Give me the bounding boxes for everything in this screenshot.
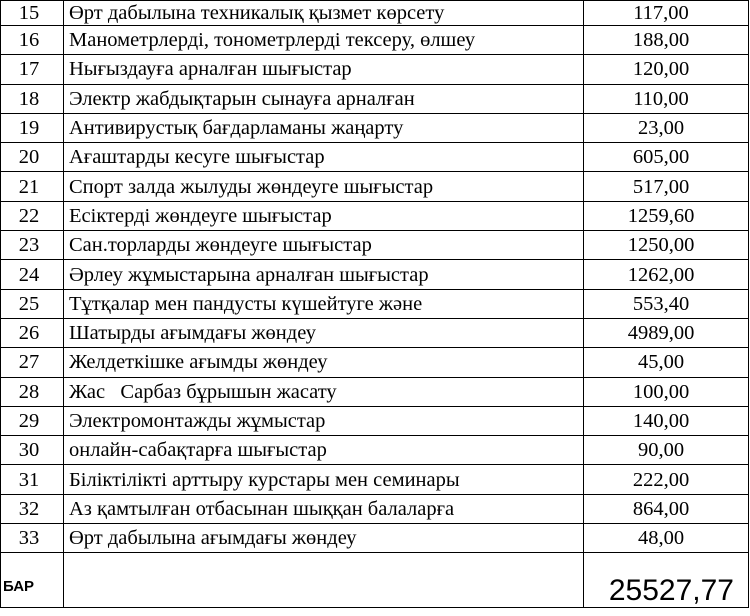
expense-amount: 222,00: [584, 465, 749, 494]
row-number: 28: [1, 377, 64, 406]
row-number: 15: [1, 1, 64, 26]
total-label: БАР: [1, 553, 64, 608]
row-number: 31: [1, 465, 64, 494]
table-row: [1, 143, 749, 172]
table-row: [1, 1, 749, 26]
expense-amount: 1250,00: [584, 231, 749, 260]
expense-name: Шатырды ағымдағы жөндеу: [64, 318, 584, 347]
expense-name: Тұтқалар мен пандусты күшейтуге және: [64, 289, 584, 318]
row-number: 29: [1, 406, 64, 435]
table-row: [1, 494, 749, 523]
table-row: [1, 524, 749, 553]
expense-name: Антивирустық бағдарламаны жаңарту: [64, 113, 584, 142]
expense-amount: 100,00: [584, 377, 749, 406]
expense-name: Есіктерді жөндеуге шығыстар: [64, 201, 584, 230]
row-number: 16: [1, 26, 64, 55]
table-row: [1, 377, 749, 406]
table-row: [1, 289, 749, 318]
table-row: [1, 55, 749, 84]
table-row: [1, 231, 749, 260]
expense-amount: 4989,00: [584, 318, 749, 347]
row-number: 23: [1, 231, 64, 260]
table-row: [1, 113, 749, 142]
table-row: [1, 172, 749, 201]
table-row: [1, 406, 749, 435]
expense-name: Нығыздауға арналған шығыстар: [64, 55, 584, 84]
row-number: 17: [1, 55, 64, 84]
expense-amount: 864,00: [584, 494, 749, 523]
row-number: 25: [1, 289, 64, 318]
expense-amount: 553,40: [584, 289, 749, 318]
expense-name: Манометрлерді, тонометрлерді тексеру, өлшеу: [64, 26, 584, 55]
row-number: 19: [1, 113, 64, 142]
expense-amount: 120,00: [584, 55, 749, 84]
expense-amount: 110,00: [584, 84, 749, 113]
expense-name: Өрт дабылына техникалық қызмет көрсету: [64, 1, 584, 26]
expense-name: Электр жабдықтарын сынауға арналған: [64, 84, 584, 113]
expense-name: Өрт дабылына ағымдағы жөндеу: [64, 524, 584, 553]
expense-name: онлайн-сабақтарға шығыстар: [64, 436, 584, 465]
expense-amount: 1262,00: [584, 260, 749, 289]
table-row: [1, 201, 749, 230]
row-number: 18: [1, 84, 64, 113]
expense-name: Аз қамтылған отбасынан шыққан балаларға: [64, 494, 584, 523]
expense-amount: 23,00: [584, 113, 749, 142]
row-number: 32: [1, 494, 64, 523]
table-row: [1, 260, 749, 289]
total-row: [1, 553, 749, 608]
total-empty-cell: [64, 553, 584, 608]
expense-amount: 140,00: [584, 406, 749, 435]
expense-name: Ағаштарды кесуге шығыстар: [64, 143, 584, 172]
expense-amount: 90,00: [584, 436, 749, 465]
expense-amount: 605,00: [584, 143, 749, 172]
expense-amount: 117,00: [584, 1, 749, 26]
row-number: 22: [1, 201, 64, 230]
expense-name: Желдеткішке ағымды жөндеу: [64, 348, 584, 377]
table-row: [1, 26, 749, 55]
total-amount: 25527,77: [584, 553, 749, 608]
expense-amount: 517,00: [584, 172, 749, 201]
expense-name: Электромонтажды жұмыстар: [64, 406, 584, 435]
expense-name: Әрлеу жұмыстарына арналған шығыстар: [64, 260, 584, 289]
expense-amount: 45,00: [584, 348, 749, 377]
table-row: [1, 318, 749, 347]
row-number: 21: [1, 172, 64, 201]
expense-amount: 1259,60: [584, 201, 749, 230]
expense-amount: 48,00: [584, 524, 749, 553]
table-row: [1, 465, 749, 494]
expense-name: Біліктілікті арттыру курстары мен семинары: [64, 465, 584, 494]
row-number: 24: [1, 260, 64, 289]
row-number: 27: [1, 348, 64, 377]
row-number: 30: [1, 436, 64, 465]
row-number: 26: [1, 318, 64, 347]
table-row: [1, 436, 749, 465]
expenses-table-body: [1, 1, 749, 608]
expense-amount: 188,00: [584, 26, 749, 55]
expense-name: Спорт залда жылуды жөндеуге шығыстар: [64, 172, 584, 201]
row-number: 33: [1, 524, 64, 553]
table-row: [1, 84, 749, 113]
table-row: [1, 348, 749, 377]
row-number: 20: [1, 143, 64, 172]
expense-name: Сан.торларды жөндеуге шығыстар: [64, 231, 584, 260]
expense-name: Жас Сарбаз бұрышын жасату: [64, 377, 584, 406]
